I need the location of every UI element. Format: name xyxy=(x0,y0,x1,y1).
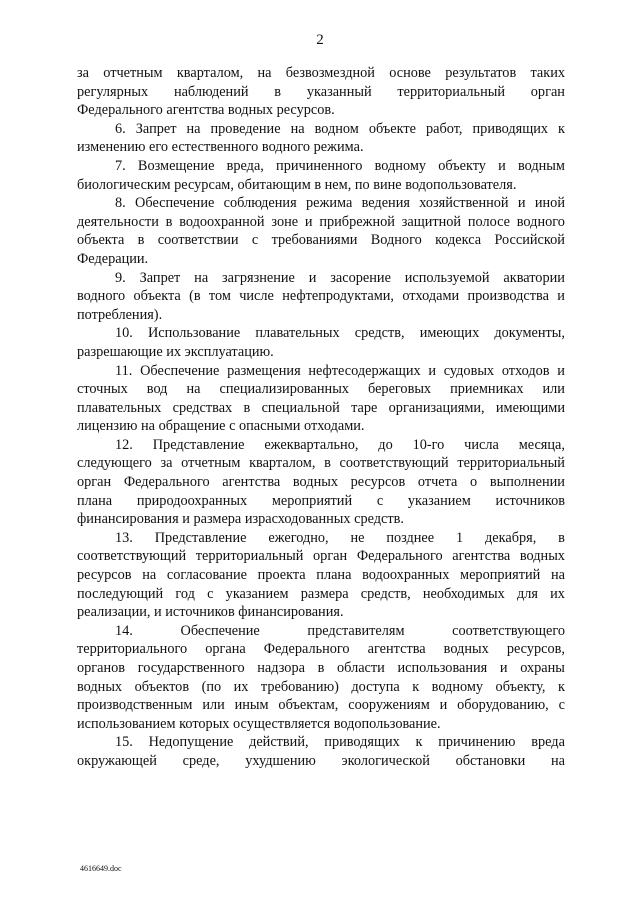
text-line xyxy=(77,603,565,622)
word: использования xyxy=(397,660,488,676)
word: потребления). xyxy=(77,306,163,323)
text-line xyxy=(77,399,565,418)
word: водных xyxy=(227,102,277,119)
word: на xyxy=(550,567,565,584)
word: органов xyxy=(77,660,126,676)
word: основе xyxy=(389,65,431,81)
word: объекта xyxy=(77,232,125,249)
word: доступа xyxy=(351,678,400,695)
word: год xyxy=(175,585,195,602)
word: с xyxy=(251,232,259,249)
word: ресурсов. xyxy=(276,102,335,119)
word: ухудшению xyxy=(245,752,316,769)
word: экологической xyxy=(341,752,430,769)
word: приводящих xyxy=(472,120,549,137)
word: для xyxy=(516,585,538,602)
word: результатов xyxy=(445,65,517,81)
word: производства xyxy=(467,288,549,305)
word: агентства xyxy=(367,641,426,658)
word: осуществляется xyxy=(233,715,334,732)
word: в xyxy=(165,213,173,230)
word: среде, xyxy=(182,752,220,769)
word: деятельности xyxy=(77,213,159,230)
word: вод xyxy=(146,381,168,398)
word: объекте xyxy=(368,120,416,137)
word: 11. xyxy=(115,362,133,379)
word: 8. xyxy=(115,195,126,212)
word: государственного xyxy=(137,660,245,676)
word: отчетным xyxy=(181,455,241,472)
word: отчетным xyxy=(103,65,163,81)
word: агентства xyxy=(222,474,281,491)
word: на xyxy=(257,65,272,81)
word: водному xyxy=(374,157,427,174)
word: средствах xyxy=(172,399,233,416)
word: на xyxy=(186,381,201,398)
word: ежегодно, xyxy=(268,529,329,546)
word: производственным xyxy=(77,697,193,714)
word: следующего xyxy=(77,455,152,472)
word: до xyxy=(378,436,393,453)
word: последующий xyxy=(77,585,164,602)
word: 10-го xyxy=(412,436,445,453)
word: орган xyxy=(530,83,565,100)
word: вреда xyxy=(531,734,565,751)
word: в xyxy=(243,399,251,416)
word: береговых xyxy=(367,381,432,398)
word: ведения xyxy=(361,195,410,212)
word: судовых xyxy=(443,362,495,379)
word: в xyxy=(558,529,565,546)
word: соответствующего xyxy=(452,622,565,639)
word: имеющими xyxy=(495,399,565,416)
word: таре xyxy=(351,399,378,416)
word: к xyxy=(557,678,565,695)
word: их xyxy=(550,585,565,602)
word: и xyxy=(517,195,526,212)
word: Представление xyxy=(154,529,247,546)
word: плавательных xyxy=(255,325,340,342)
text-line xyxy=(77,231,565,250)
text-line xyxy=(77,324,565,343)
word: водных xyxy=(443,641,489,658)
word: сточных xyxy=(77,381,128,398)
word: объекту, xyxy=(495,678,546,695)
word: соответствующий xyxy=(77,548,187,565)
word: требованиями xyxy=(271,232,358,249)
page-number: 2 xyxy=(316,32,324,48)
word: разрешающие xyxy=(77,343,167,360)
word: полосе xyxy=(467,213,510,230)
word: или xyxy=(542,381,565,398)
word: лицензию xyxy=(77,418,141,435)
word: и xyxy=(308,269,317,286)
word: агентства xyxy=(166,102,228,119)
word: выполнении xyxy=(489,474,565,491)
word: в xyxy=(274,83,282,100)
word: согласование xyxy=(166,567,248,584)
word: ресурсов, xyxy=(506,641,565,658)
word: биологическим xyxy=(77,176,175,193)
word: надзора xyxy=(257,660,305,676)
word: 14. xyxy=(115,622,133,639)
word: Представление xyxy=(152,436,245,453)
word: декабря, xyxy=(485,529,537,546)
text-line xyxy=(77,176,565,195)
text-line xyxy=(77,83,565,102)
document-body xyxy=(77,64,565,771)
word: на xyxy=(186,120,201,137)
word: использованием xyxy=(77,715,180,732)
word: объектам, xyxy=(278,697,339,714)
word: Федерального xyxy=(356,548,443,565)
word: Возмещение xyxy=(137,157,215,174)
word: 13. xyxy=(115,529,133,546)
word: соответствии xyxy=(157,232,239,249)
word: иным xyxy=(234,697,269,714)
word: орган xyxy=(77,474,112,491)
word: средств, xyxy=(360,585,411,602)
word: и xyxy=(499,660,508,676)
word: проекта xyxy=(257,567,306,584)
text-line xyxy=(77,715,565,734)
word: специализированных xyxy=(219,381,349,398)
text-line xyxy=(77,529,565,548)
word: водопользователя. xyxy=(405,176,517,193)
word: Использование xyxy=(147,325,241,342)
word: соответствующий xyxy=(339,455,449,472)
word: представителям xyxy=(307,622,405,639)
word: защитной xyxy=(401,213,462,230)
word: в xyxy=(324,455,331,472)
word: водного xyxy=(261,139,314,156)
word: и xyxy=(439,697,448,714)
word: Обеспечение xyxy=(140,362,220,379)
word: обитающим xyxy=(237,176,315,193)
word: реализации, xyxy=(77,604,155,621)
word: указанием xyxy=(407,492,471,509)
word: действий, xyxy=(249,734,309,751)
word: и xyxy=(498,157,506,174)
word: ресурсов xyxy=(350,474,406,491)
text-line xyxy=(77,678,565,697)
word: водоохранной xyxy=(179,213,265,230)
word: в xyxy=(314,176,325,193)
word: режима. xyxy=(313,139,364,156)
word: их xyxy=(166,343,185,360)
word: природоохранных xyxy=(136,492,248,509)
text-line xyxy=(77,566,565,585)
word: приемниках xyxy=(450,381,524,398)
word: источников xyxy=(495,492,565,509)
text-line xyxy=(77,733,565,752)
word: имеющих xyxy=(419,325,480,342)
text-line xyxy=(77,696,565,715)
word: числа xyxy=(464,436,499,453)
word: плавательных xyxy=(77,399,162,416)
word: изменению xyxy=(77,139,150,156)
word: кварталом, xyxy=(176,65,244,81)
file-name-footer: 4616649.doc xyxy=(80,864,122,873)
word: на xyxy=(551,752,565,769)
word: Обеспечение xyxy=(180,622,260,639)
word: 15. xyxy=(115,734,133,751)
word: плана xyxy=(316,567,352,584)
text-line xyxy=(77,380,565,399)
word: том xyxy=(208,288,231,305)
word: вреда, xyxy=(226,157,264,174)
word: Запрет xyxy=(135,120,177,137)
word: (по xyxy=(201,678,222,695)
text-line xyxy=(77,492,565,511)
word: объекту xyxy=(438,157,486,174)
word: финансирования xyxy=(77,511,183,528)
word: водным xyxy=(517,157,565,174)
word: нефтепродуктами, xyxy=(282,288,394,305)
word: на xyxy=(194,269,209,286)
word: источников xyxy=(165,604,239,621)
word: которых xyxy=(179,715,234,732)
word: 9. xyxy=(115,269,126,286)
word: иной xyxy=(534,195,565,212)
text-line xyxy=(77,473,565,492)
word: водных xyxy=(77,678,123,695)
word: объектов xyxy=(134,678,190,695)
word: Федерального xyxy=(77,102,167,119)
word: Федерального xyxy=(263,641,350,658)
word: к xyxy=(412,678,420,695)
text-line xyxy=(77,64,565,83)
word: Недопущение xyxy=(148,734,234,751)
word: с xyxy=(376,492,384,509)
word: и xyxy=(557,362,565,379)
word: по xyxy=(354,176,374,193)
word: работ, xyxy=(426,120,463,137)
word: размера xyxy=(300,585,349,602)
word: водному xyxy=(431,678,484,695)
word: или xyxy=(202,697,225,714)
word: указанный xyxy=(306,83,372,100)
text-line xyxy=(77,120,565,139)
text-line xyxy=(77,454,565,473)
word: органа xyxy=(205,641,246,658)
word: водных xyxy=(519,548,565,565)
text-line xyxy=(77,306,565,325)
text-line xyxy=(77,269,565,288)
text-line xyxy=(77,640,565,659)
word: обстановки xyxy=(455,752,526,769)
word: Федерации. xyxy=(77,250,149,267)
text-line xyxy=(77,436,565,455)
word: ресурсам, xyxy=(174,176,238,193)
word: и xyxy=(304,213,313,230)
word: территориальный xyxy=(457,455,565,472)
word: Обеспечение xyxy=(135,195,215,212)
word: нефтесодержащих xyxy=(308,362,421,379)
text-line xyxy=(77,157,565,176)
word: соблюдения xyxy=(223,195,297,212)
word: водного xyxy=(516,213,565,230)
word: регулярных xyxy=(77,83,149,100)
text-line xyxy=(77,138,565,157)
word: и xyxy=(428,362,437,379)
word: и xyxy=(182,511,194,528)
word: финансирования. xyxy=(238,604,344,621)
word: организациями, xyxy=(388,399,485,416)
word: обращение xyxy=(158,418,230,435)
word: водного xyxy=(77,288,126,305)
word: к xyxy=(558,120,565,137)
word: его xyxy=(149,139,172,156)
word: мероприятий xyxy=(271,492,353,509)
word: водном xyxy=(314,120,359,137)
word: водных xyxy=(292,474,338,491)
word: загрязнение xyxy=(222,269,295,286)
word: плана xyxy=(77,492,113,509)
word: режима xyxy=(305,195,353,212)
word: средств, xyxy=(354,325,405,342)
word: месяца, xyxy=(518,436,565,453)
word: и xyxy=(154,604,166,621)
word: эксплуатацию. xyxy=(184,343,274,360)
word: отходами. xyxy=(304,418,365,435)
word: и xyxy=(557,288,565,305)
word: опасными xyxy=(239,418,305,435)
word: агентства xyxy=(452,548,511,565)
word: позднее xyxy=(386,529,435,546)
word: ресурсов xyxy=(77,567,132,584)
word: с xyxy=(558,697,565,714)
text-line xyxy=(77,101,565,120)
word: естественного xyxy=(171,139,262,156)
word: водоохранных xyxy=(362,567,450,584)
word: таких xyxy=(530,65,565,81)
word: области xyxy=(337,660,385,676)
word: не xyxy=(350,529,365,546)
word: (в xyxy=(189,288,201,305)
word: в xyxy=(137,232,145,249)
text-line xyxy=(77,417,565,436)
word: кварталом, xyxy=(249,455,316,472)
word: Запрет xyxy=(139,269,181,286)
text-line xyxy=(77,510,565,529)
word: сооружениям xyxy=(348,697,430,714)
text-line xyxy=(77,343,565,362)
word: числе xyxy=(239,288,274,305)
word: Российской xyxy=(494,232,565,249)
word: Водного xyxy=(370,232,422,249)
word: документы, xyxy=(494,325,565,342)
word: требованию) xyxy=(260,678,339,695)
word: 12. xyxy=(115,436,133,453)
word: объекта xyxy=(133,288,181,305)
word: территориальный xyxy=(397,83,505,100)
word: на xyxy=(290,120,305,137)
text-line xyxy=(77,362,565,381)
text-line xyxy=(77,752,565,771)
word: в xyxy=(317,660,325,676)
word: специальной xyxy=(261,399,340,416)
word: причинению xyxy=(438,734,516,751)
word: окружающей xyxy=(77,752,157,769)
word: хозяйственной xyxy=(419,195,509,212)
word: вине xyxy=(373,176,406,193)
text-line xyxy=(77,659,565,678)
word: водопользование. xyxy=(333,715,441,732)
word: наблюдений xyxy=(173,83,249,100)
word: указанием xyxy=(225,585,289,602)
word: с xyxy=(207,585,214,602)
word: ежеквартально, xyxy=(264,436,359,453)
text-line xyxy=(77,622,565,641)
word: на xyxy=(142,567,157,584)
word: 1 xyxy=(455,529,464,546)
word: прибрежной xyxy=(319,213,395,230)
word: на xyxy=(141,418,159,435)
word: израсходованных xyxy=(244,511,355,528)
text-line xyxy=(77,585,565,604)
word: отходов xyxy=(501,362,550,379)
word: оборудованию, xyxy=(457,697,549,714)
word: нем, xyxy=(324,176,355,193)
word: Федерального xyxy=(123,474,210,491)
text-line xyxy=(77,287,565,306)
word: о xyxy=(470,474,478,491)
word: с xyxy=(229,418,239,435)
word: территориальный xyxy=(195,548,304,565)
word: безвозмездной xyxy=(285,65,375,81)
word: их xyxy=(233,678,249,695)
word: 6. xyxy=(115,120,126,137)
word: за xyxy=(77,65,89,81)
text-line xyxy=(77,547,565,566)
word: территориального xyxy=(77,641,188,658)
word: отходами xyxy=(402,288,460,305)
word: к xyxy=(415,734,423,751)
word: 7. xyxy=(115,157,126,174)
word: необходимых xyxy=(422,585,505,602)
word: орган xyxy=(313,548,348,565)
word: отчета xyxy=(417,474,458,491)
text-line xyxy=(77,250,565,269)
word: акватории xyxy=(503,269,565,286)
word: зоне xyxy=(271,213,299,230)
word: засорение xyxy=(330,269,391,286)
word: кодекса xyxy=(435,232,482,249)
word: за xyxy=(160,455,173,472)
word: проведение xyxy=(210,120,281,137)
word: 10. xyxy=(115,325,133,342)
word: причиненного xyxy=(276,157,363,174)
word: охраны xyxy=(520,660,565,676)
text-line xyxy=(77,213,565,232)
word: размера xyxy=(193,511,245,528)
text-line xyxy=(77,194,565,213)
word: используемой xyxy=(404,269,490,286)
word: размещения xyxy=(227,362,301,379)
word: мероприятий xyxy=(460,567,541,584)
word: приводящих xyxy=(324,734,400,751)
word: средств. xyxy=(354,511,404,528)
